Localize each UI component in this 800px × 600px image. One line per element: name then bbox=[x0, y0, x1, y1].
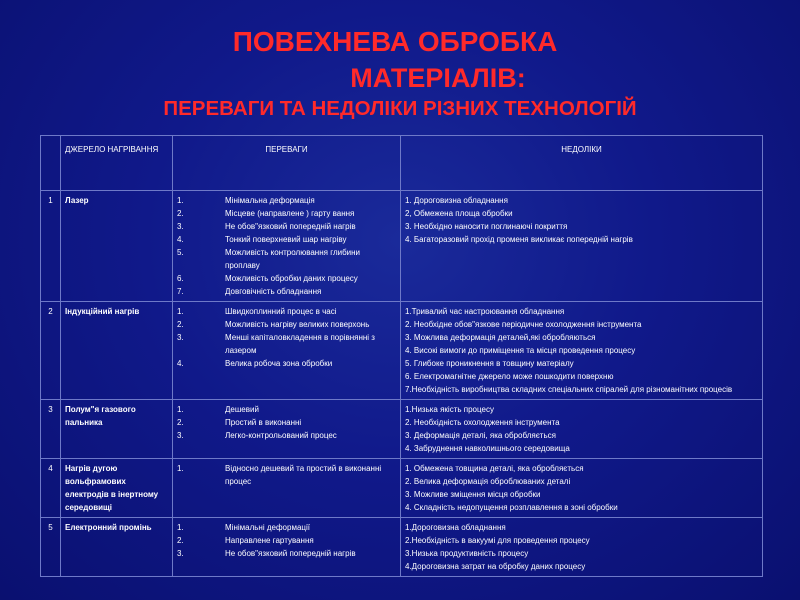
disadvantage-text: 3.Низька продуктивність процесу bbox=[405, 549, 529, 558]
disadvantage-text: 2. Необхідне обов"язкове періодичне охолодження інструмента bbox=[405, 320, 642, 329]
comparison-table bbox=[40, 135, 763, 577]
advantage-text: Простий в виконанні bbox=[225, 418, 302, 427]
disadvantage-text: 2.Необхідність в вакуумі для проведення процесу bbox=[405, 536, 590, 545]
heat-source: Полум"я газового пальника bbox=[61, 400, 173, 459]
advantage-text: Дешевий bbox=[225, 405, 259, 414]
header-advantages: ПЕРЕВАГИ bbox=[173, 136, 401, 191]
disadvantages-cell bbox=[401, 400, 763, 459]
list-item bbox=[177, 285, 396, 298]
list-item-number: 2. bbox=[177, 536, 184, 545]
list-item bbox=[177, 403, 396, 416]
row-number: 5 bbox=[41, 518, 61, 577]
disadvantage-text: 5. Глибоке проникнення в товщину матеріалу bbox=[405, 359, 574, 368]
row-number: 2 bbox=[41, 302, 61, 400]
advantage-text: Менші капіталовкладення в порівнянні з лазером bbox=[225, 333, 375, 355]
disadvantage-text: 1. Дороговизна обладнання bbox=[405, 196, 508, 205]
advantages-list bbox=[177, 521, 396, 560]
disadvantages-cell bbox=[401, 191, 763, 302]
table-row bbox=[41, 191, 763, 302]
list-item-number: 1. bbox=[177, 307, 184, 316]
advantage-text: Не обов"язковий попередній нагрів bbox=[225, 549, 356, 558]
advantages-cell bbox=[173, 400, 401, 459]
list-item bbox=[177, 547, 396, 560]
list-item bbox=[177, 305, 396, 318]
list-item bbox=[177, 194, 396, 207]
advantages-cell bbox=[173, 518, 401, 577]
list-item-number: 1. bbox=[177, 405, 184, 414]
list-item-number: 3. bbox=[177, 549, 184, 558]
row-number: 3 bbox=[41, 400, 61, 459]
list-item-number: 2. bbox=[177, 209, 184, 218]
advantage-text: Можливість обробки даних процесу bbox=[225, 274, 358, 283]
disadvantage-text: 2. Велика деформація оброблюваних деталі bbox=[405, 477, 571, 486]
list-item bbox=[177, 521, 396, 534]
list-item bbox=[177, 220, 396, 233]
disadvantage-text: 7.Необхідність виробництва складних спеціальних спіралей для різноманітних процесів bbox=[405, 385, 733, 394]
table-header-row bbox=[41, 136, 763, 191]
table-row bbox=[41, 518, 763, 577]
subtitle: ПЕРЕВАГИ ТА НЕДОЛІКИ РІЗНИХ ТЕХНОЛОГІЙ bbox=[163, 97, 637, 120]
advantage-text: Довговічність обладнання bbox=[225, 287, 322, 296]
advantages-list bbox=[177, 194, 396, 298]
list-item bbox=[177, 318, 396, 331]
list-item-number: 4. bbox=[177, 359, 184, 368]
disadvantage-text: 4. Високі вимоги до приміщення та місця проведення процесу bbox=[405, 346, 636, 355]
list-item bbox=[177, 534, 396, 547]
list-item-number: 1. bbox=[177, 464, 184, 473]
list-item-number: 1. bbox=[177, 523, 184, 532]
disadvantage-text: 2, Обмежена площа обробки bbox=[405, 209, 513, 218]
list-item bbox=[177, 233, 396, 246]
advantage-text: Можливість контролювання глибини проплаву bbox=[225, 248, 361, 270]
disadvantage-text: 4. Забруднення навколишнього середовища bbox=[405, 444, 570, 453]
disadvantage-text: 2. Необхідність охолодження інструмента bbox=[405, 418, 560, 427]
list-item-number: 7. bbox=[177, 287, 184, 296]
list-item bbox=[177, 416, 396, 429]
heat-source: Нагрів дугою вольфрамових електродів в інертному середовищі bbox=[61, 459, 173, 518]
advantage-text: Не обов"язковий попередній нагрів bbox=[225, 222, 356, 231]
heat-source: Лазер bbox=[61, 191, 173, 302]
table-row bbox=[41, 400, 763, 459]
header-num bbox=[41, 136, 61, 191]
advantage-text: Швидкоплинний процес в часі bbox=[225, 307, 337, 316]
title-line-1: ПОВЕХНЕВА ОБРОБКА bbox=[232, 26, 558, 57]
advantage-text: Можливість нагріву великих поверхонь bbox=[225, 320, 370, 329]
disadvantage-text: 4. Багаторазовий прохід променя викликає попередній нагрів bbox=[405, 235, 633, 244]
heat-source: Електронний промінь bbox=[61, 518, 173, 577]
row-number: 4 bbox=[41, 459, 61, 518]
advantage-text: Направлене гартування bbox=[225, 536, 314, 545]
list-item-number: 2. bbox=[177, 320, 184, 329]
disadvantage-text: 4.Дороговизна затрат на обробку даних процесу bbox=[405, 562, 586, 571]
advantages-list bbox=[177, 462, 396, 488]
list-item-number: 5. bbox=[177, 248, 184, 257]
disadvantage-text: 3. Необхідно наносити поглинаючі покриття bbox=[405, 222, 568, 231]
disadvantage-text: 1. Обмежена товщина деталі, яка обробляється bbox=[405, 464, 584, 473]
advantage-text: Мінімальні деформації bbox=[225, 523, 310, 532]
advantage-text: Місцеве (направлене ) гарту вання bbox=[225, 209, 355, 218]
disadvantage-text: 4. Складність недопущення розплавлення в зоні обробки bbox=[405, 503, 618, 512]
heat-source: Індукційний нагрів bbox=[61, 302, 173, 400]
disadvantages-cell bbox=[401, 459, 763, 518]
advantages-list bbox=[177, 305, 396, 370]
list-item bbox=[177, 272, 396, 285]
table-row bbox=[41, 459, 763, 518]
header-disadvantages: НЕДОЛІКИ bbox=[401, 136, 763, 191]
advantage-text: Велика робоча зона обробки bbox=[225, 359, 333, 368]
list-item-number: 4. bbox=[177, 235, 184, 244]
advantage-text: Тонкий поверхневий шар нагріву bbox=[225, 235, 347, 244]
list-item bbox=[177, 207, 396, 220]
advantage-text: Відносно дешевий та простий в виконанні процес bbox=[225, 464, 382, 486]
list-item bbox=[177, 331, 396, 357]
list-item-number: 6. bbox=[177, 274, 184, 283]
disadvantages-cell bbox=[401, 518, 763, 577]
advantage-text: Мінімальна деформація bbox=[225, 196, 315, 205]
disadvantage-text: 1.Дороговизна обладнання bbox=[405, 523, 506, 532]
list-item bbox=[177, 357, 396, 370]
list-item bbox=[177, 462, 396, 488]
disadvantage-text: 3. Деформація деталі, яка обробляється bbox=[405, 431, 556, 440]
row-number: 1 bbox=[41, 191, 61, 302]
disadvantages-cell bbox=[401, 302, 763, 400]
header-source: ДЖЕРЕЛО НАГРІВАННЯ bbox=[61, 136, 173, 191]
list-item bbox=[177, 246, 396, 272]
advantages-list bbox=[177, 403, 396, 442]
disadvantage-text: 6. Електромагнітне джерело може пошкодити поверхню bbox=[405, 372, 614, 381]
advantages-cell bbox=[173, 191, 401, 302]
disadvantage-text: 3. Можлива деформація деталей,які обробляються bbox=[405, 333, 596, 342]
advantages-cell bbox=[173, 459, 401, 518]
list-item-number: 3. bbox=[177, 333, 184, 342]
table-row bbox=[41, 302, 763, 400]
table-body bbox=[41, 191, 763, 577]
advantages-cell bbox=[173, 302, 401, 400]
title-line-2: МАТЕРІАЛІВ: bbox=[350, 63, 526, 93]
advantage-text: Легко-контрольований процес bbox=[225, 431, 337, 440]
list-item-number: 2. bbox=[177, 418, 184, 427]
list-item-number: 1. bbox=[177, 196, 184, 205]
list-item-number: 3. bbox=[177, 222, 184, 231]
disadvantage-text: 3. Можливе зміщення місця обробки bbox=[405, 490, 541, 499]
disadvantage-text: 1.Тривалий час настроювання обладнання bbox=[405, 307, 565, 316]
list-item bbox=[177, 429, 396, 442]
list-item-number: 3. bbox=[177, 431, 184, 440]
disadvantage-text: 1.Низька якість процесу bbox=[405, 405, 494, 414]
